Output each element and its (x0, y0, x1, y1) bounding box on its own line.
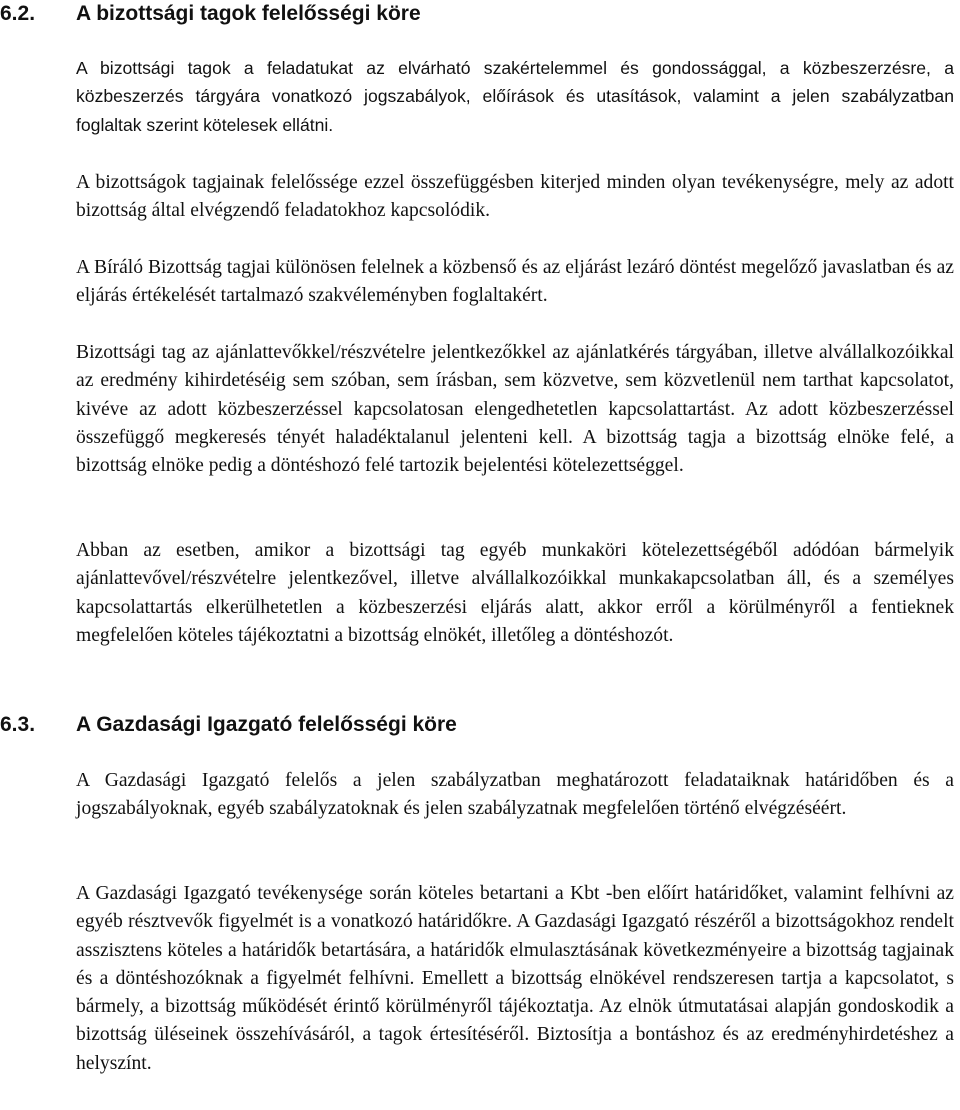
section-number: 6.2. (0, 2, 36, 25)
paragraph: A bizottsági tagok a feladatukat az elvárható szakértelemmel és gondossággal, a közbeszerzésre, a közbeszerzés tárgyára vonatkozó jogszabályok, előírások és utasítások, valamint a jelen szabályzatban foglaltak szerint kötelesek ellátni. (76, 58, 954, 135)
section-6-3-heading (0, 711, 457, 739)
section-title: A bizottsági tagok felelősségi köre (76, 2, 421, 25)
section-6-2-heading (0, 0, 421, 28)
paragraph: A Gazdasági Igazgató tevékenysége során köteles betartani a Kbt -ben előírt határidőket, valamint felhívni az egyéb résztvevők figyelmét is a vonatkozó határidőkre. A Gazdasági Igazgató részéről a bizottságokhoz rendelt asszisztens köteles a határidők betartására, a határidők elmulasztásának következményeire a bizottság tagjainak és a döntéshozóknak a figyelmét felhívni. Emellett a bizottság elnökével rendszeresen tartja a kapcsolatot, s bármely, a bizottság működését érintő körülményről tájékoztatja. Az elnök útmutatásai alapján gondoskodik a bizottság üléseinek összehívásáról, a tagok értesítéséről. Biztosítja a bontáshoz és az eredményhirdetéshez a helyszínt. (76, 883, 954, 1074)
section-number: 6.3. (0, 713, 36, 736)
section-title: A Gazdasági Igazgató felelősségi köre (76, 713, 457, 736)
paragraph: A bizottságok tagjainak felelőssége ezzel összefüggésben kiterjed minden olyan tevékenységre, mely az adott bizottság által elvégzendő feladatokhoz kapcsolódik. (76, 172, 954, 222)
paragraph: A Bíráló Bizottság tagjai különösen felelnek a közbenső és az eljárást lezáró döntést megelőző javaslatban és az eljárás értékelését tartalmazó szakvéleményben foglaltakért. (76, 257, 954, 307)
paragraph: A Gazdasági Igazgató felelős a jelen szabályzatban meghatározott feladataiknak határidőben és a jogszabályoknak, egyéb szabályzatoknak és jelen szabályzatnak megfelelően történő elvégzéséért. (76, 770, 954, 820)
paragraph: Abban az esetben, amikor a bizottsági tag egyéb munkaköri kötelezettségéből adódóan bármelyik ajánlattevővel/részvételre jelentkezővel, illetve alvállalkozóikkal munkakapcsolatban áll, és a személyes kapcsolattartás elkerülhetetlen a közbeszerzési eljárás alatt, akkor erről a körülményről a fentieknek megfelelően köteles tájékoztatni a bizottság elnökét, illetőleg a döntéshozót. (76, 540, 954, 646)
paragraph: Bizottsági tag az ajánlattevőkkel/részvételre jelentkezőkkel az ajánlatkérés tárgyában, illetve alvállalkozóikkal az eredmény kihirdetéséig sem szóban, sem írásban, sem közvetve, sem közvetlenül nem tarthat kapcsolatot, kivéve az adott közbeszerzéssel kapcsolatosan elengedhetetlen kapcsolattartást. Az adott közbeszerzéssel összefüggő megkeresés tényét haladéktalanul jelenteni kell. A bizottság tagja a bizottság elnöke felé, a bizottság elnöke pedig a döntéshozó felé tartozik bejelentési kötelezettséggel. (76, 342, 954, 477)
